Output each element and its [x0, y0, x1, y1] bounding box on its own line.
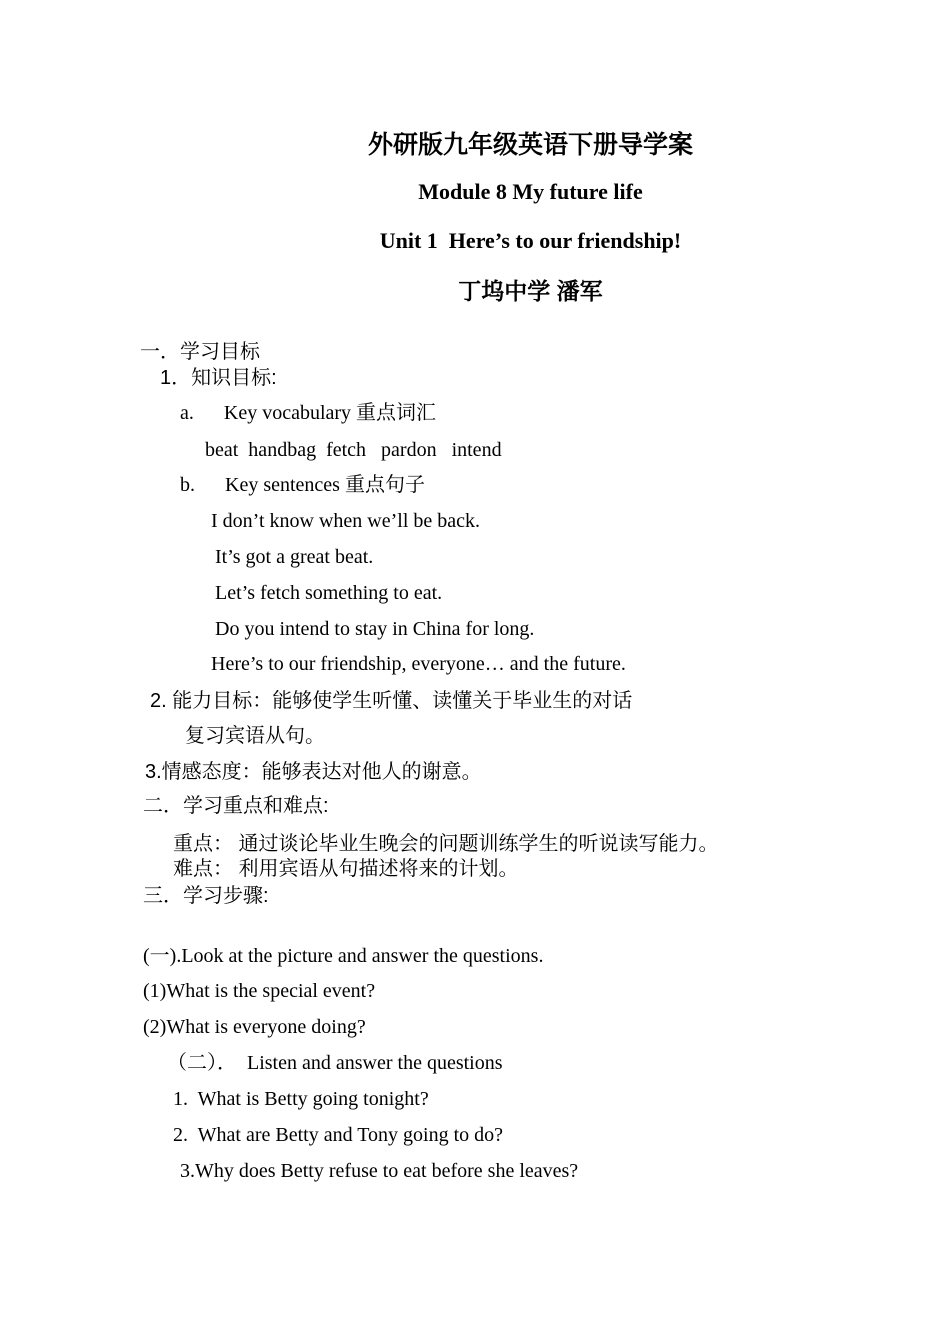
unit-title: Unit 1 Here’s to our friendship!: [379, 228, 682, 253]
step1-question-1: (1)What is the special event?: [143, 980, 376, 1002]
steps-heading: 三．学习步骤:: [143, 885, 269, 907]
key-sentence-4: Do you intend to stay in China for long.: [215, 618, 535, 640]
vocabulary-label: a. Key vocabulary 重点词汇: [180, 402, 437, 424]
sentences-label: b. Key sentences 重点句子: [180, 474, 425, 496]
module-title: Module 8 My future life: [418, 179, 643, 204]
key-sentence-3: Let’s fetch something to eat.: [215, 582, 443, 604]
step1-question-2: (2)What is everyone doing?: [143, 1016, 366, 1038]
step2-question-1: 1. What is Betty going tonight?: [173, 1088, 429, 1110]
author-line: 丁坞中学 潘军: [458, 278, 603, 304]
key-sentence-1: I don’t know when we’ll be back.: [211, 510, 481, 532]
doc-title: 外研版九年级英语下册导学案: [367, 131, 693, 159]
key-point-line: 重点： 通过谈论毕业生晚会的问题训练学生的听说读写能力。: [173, 833, 719, 855]
key-sentence-2: It’s got a great beat.: [215, 546, 374, 568]
ability-goal-line: 2. 能力目标：能够使学生听懂、读懂关于毕业生的对话: [150, 690, 633, 712]
step2-heading: （二）． Listen and answer the questions: [167, 1052, 503, 1074]
vocabulary-words: beat handbag fetch pardon intend: [205, 439, 502, 461]
difficult-point-line: 难点： 利用宾语从句描述将来的计划。: [173, 858, 519, 880]
step2-question-3: 3.Why does Betty refuse to eat before she leaves?: [180, 1160, 579, 1182]
emotion-goal-line: 3.情感态度：能够表达对他人的谢意。: [145, 761, 482, 783]
step2-question-2: 2. What are Betty and Tony going to do?: [173, 1124, 504, 1146]
knowledge-goal-heading: 1．知识目标:: [160, 367, 277, 389]
focus-heading: 二．学习重点和难点:: [143, 795, 329, 817]
step1-heading: (一).Look at the picture and answer the questions.: [143, 945, 544, 967]
key-sentence-5: Here’s to our friendship, everyone… and the future.: [211, 653, 626, 675]
objectives-heading: 一．学习目标: [140, 341, 260, 363]
ability-goal-line2: 复习宾语从句。: [185, 725, 325, 747]
